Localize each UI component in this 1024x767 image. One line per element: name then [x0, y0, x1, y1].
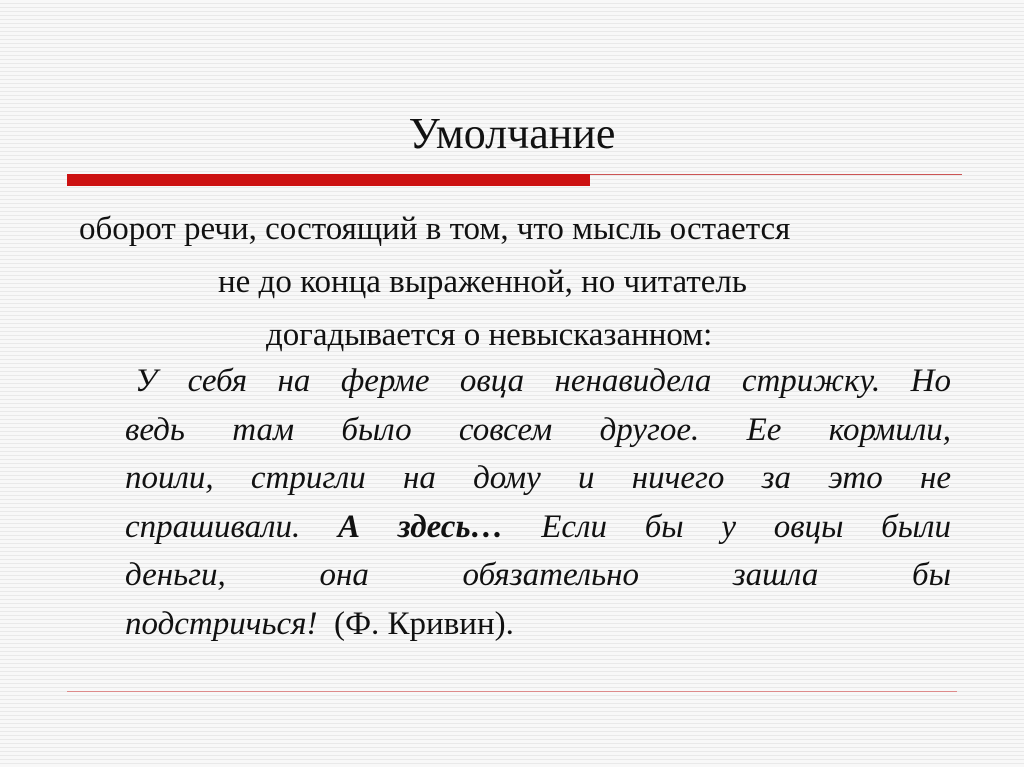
title-underline-thin [590, 174, 962, 175]
quote-fragment: подстричься! [125, 605, 318, 642]
quote-fragment: спрашивали. [125, 508, 301, 545]
definition-line: догадывается о невысказанном: [266, 317, 713, 353]
title-underline-thick [67, 174, 590, 186]
quote-author: (Ф. Кривин). [333, 605, 514, 642]
slide-title: Умолчание [408, 109, 616, 158]
quote-line [125, 600, 951, 649]
quote-line: ведь там было совсем другое. Ее кормили, [125, 411, 951, 448]
quote-fragment: Если бы у овцы были [541, 508, 951, 545]
footer-divider [67, 691, 957, 692]
quote-line: поили, стригли на дому и ничего за это не [125, 460, 951, 496]
definition-line: оборот речи, состоящий в том, что мысль остается [79, 211, 791, 247]
quote-line [125, 503, 951, 552]
definition-line: не до конца выраженной, но читатель [218, 264, 747, 300]
quote-line: деньги, она обязательно зашла бы [125, 557, 951, 593]
definition-text [79, 203, 969, 362]
example-quote [125, 357, 951, 648]
quote-emphasis: А здесь… [338, 508, 504, 545]
quote-line: У себя на ферме овца ненавидела стрижку. Но [135, 363, 951, 399]
